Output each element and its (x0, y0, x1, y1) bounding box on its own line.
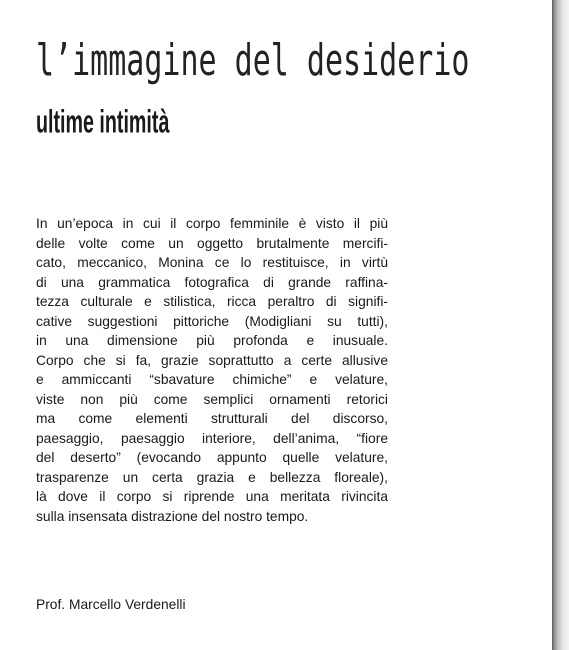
body-paragraph (36, 214, 388, 526)
body-line: sulla insensata distrazione del nostro tempo. (36, 508, 309, 524)
body-line: cato, meccanico, Monina ce lo restituisce, in virtù (36, 255, 388, 270)
body-line: tezza culturale e stilistica, ricca peraltro di signifi- (36, 294, 388, 309)
body-line: cative suggestioni pittoriche (Modigliani su tutti), (36, 313, 388, 329)
body-line: ma come elementi strutturali del discorso, (36, 411, 388, 426)
body-line: paesaggio, paesaggio interiore, dell’anima, “fiore (36, 430, 388, 446)
body-line: là dove il corpo si riprende una meritata rivincita (36, 489, 388, 504)
body-line: del deserto” (evocando appunto quelle velature, (36, 450, 388, 465)
body-line: di una grammatica fotografica di grande raffina- (36, 274, 388, 290)
body-line: delle volte come un oggetto brutalmente mercifi- (36, 235, 388, 251)
body-line: trasparenze un certa grazia e bellezza floreale), (36, 469, 388, 485)
body-line: viste non più come semplici ornamenti retorici (36, 391, 388, 407)
body-line: in una dimensione più profonda e inusuale. (36, 333, 388, 348)
page-edge-shadow (552, 0, 569, 650)
body-line: Corpo che si fa, grazie soprattutto a certe allusive (36, 352, 388, 368)
author-signature: Prof. Marcello Verdenelli (36, 597, 186, 612)
body-line: e ammiccanti “sbavature chimiche” e velature, (36, 372, 388, 387)
body-line: In un’epoca in cui il corpo femminile è visto il più (36, 216, 388, 231)
page-subtitle: ultime intimità (36, 104, 170, 141)
page-title: l’immagine del desiderio (36, 35, 470, 87)
